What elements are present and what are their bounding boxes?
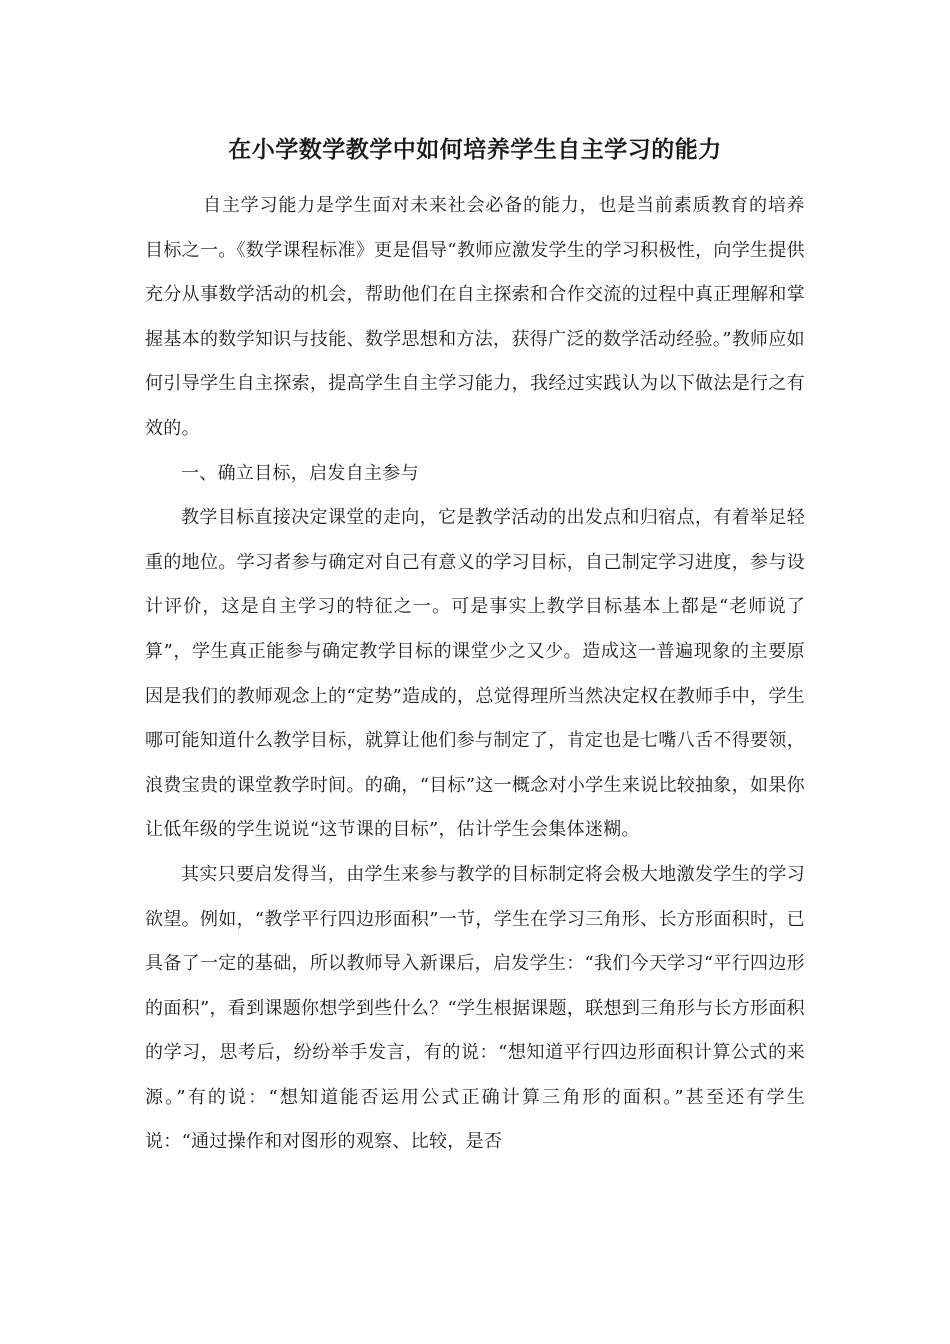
paragraph-goals: 教学目标直接决定课堂的走向，它是教学活动的出发点和归宿点，有着举足轻重的地位。学习者参与确定对自己有意义的学习目标，自己制定学习进度，参与设计评价，这是自主学习的特征之一。可是事实上教学目标基本上都是“老师说了算”，学生真正能参与确定教学目标的课堂少之又少。造成这一普遍现象的主要原因是我们的教师观念上的“定势”造成的，总觉得理所当然决定权在教师手中，学生哪可能知道什么教学目标，就算让他们参与制定了，肯定也是七嘴八舌不得要领，浪费宝贵的课堂教学时间。的确，“目标”这一概念对小学生来说比较抽象，如果你让低年级的学生说说“这节课的目标”，估计学生会集体迷糊。: [145, 507, 805, 841]
document-page: [145, 128, 805, 1165]
paragraph-intro: 自主学习能力是学生面对未来社会必备的能力，也是当前素质教育的培养目标之一。《数学课程标准》更是倡导“教师应激发学生的学习积极性，向学生提供充分从事数学活动的机会，帮助他们在自主探索和合作交流的过程中真正理解和掌握基本的数学知识与技能、数学思想和方法，获得广泛的数学活动经验。”教师应如何引导学生自主探索，提高学生自主学习能力，我经过实践认为以下做法是行之有效的。: [145, 195, 805, 439]
document-title: 在小学数学教学中如何培养学生自主学习的能力: [228, 136, 722, 163]
section-heading-1: 一、确立目标，启发自主参与: [181, 462, 419, 484]
paragraph-example: 其实只要启发得当，由学生来参与教学的目标制定将会极大地激发学生的学习欲望。例如，“教学平行四边形面积”一节，学生在学习三角形、长方形面积时，已具备了一定的基础，所以教师导入新课后，启发学生：“我们今天学习“平行四边形的面积”，看到课题你想学到些什么？“学生根据课题，联想到三角形与长方形面积的学习，思考后，纷纷举手发言，有的说：“想知道平行四边形面积计算公式的来源。”有的说：“想知道能否运用公式正确计算三角形的面积。”甚至还有学生说：“通过操作和对图形的观察、比较，是否: [145, 863, 805, 1153]
